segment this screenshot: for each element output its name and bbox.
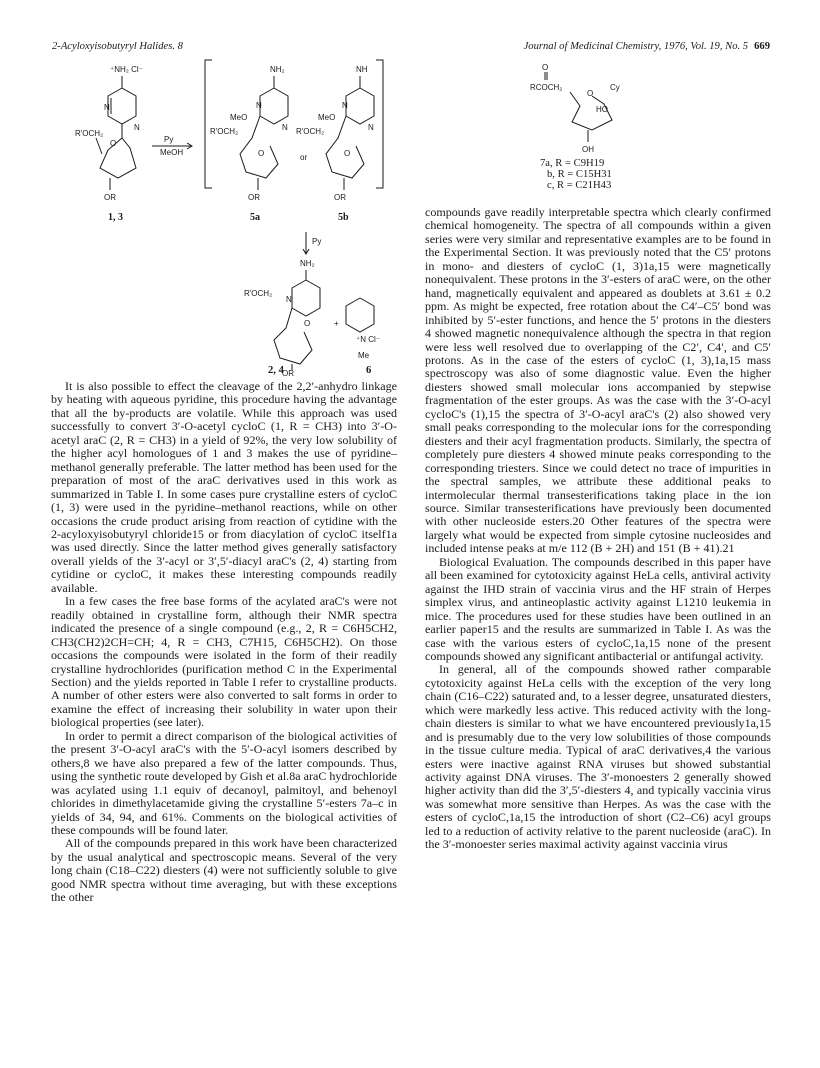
svg-text:NH₂: NH₂ bbox=[270, 65, 285, 74]
svg-text:OR: OR bbox=[334, 193, 346, 202]
compound-label-5a: 5a bbox=[250, 212, 260, 223]
right-paragraph-2: Biological Evaluation. The compounds described in this paper have all been examined for cytotoxicity against HeLa cells, antiviral activity against the IHD strain of vaccinia virus and the HF strain of Herpes simplex virus, and antineoplastic activity against L1210 leukemia in mice. The procedures used for these studies have been outlined in an earlier paper15 and the results are summarized in Table I. As was the case with the various esters of cycloC,1a,15 none of the present compounds showed any significant antibacterial or antifungal activity. bbox=[425, 554, 771, 663]
compound-5a-structure bbox=[210, 65, 288, 223]
caption-7a: 7a, R = C9H19 bbox=[540, 158, 605, 169]
svg-text:Py: Py bbox=[312, 237, 322, 246]
svg-text:Cy: Cy bbox=[610, 83, 620, 92]
svg-text:O: O bbox=[542, 63, 549, 72]
nh2-cl-label: ⁺NH₂ Cl⁻ bbox=[110, 65, 143, 74]
reaction-scheme bbox=[60, 58, 440, 378]
compound-6-structure bbox=[346, 298, 380, 360]
svg-text:O: O bbox=[344, 149, 351, 158]
left-paragraph-2: In a few cases the free base forms of the acylated araC's were not readily obtained in crystalline form, although their NMR spectra indicated the presence of a single compound (e.g., 2, R = C6H5CH2, CH3(CH2)2CH=CH; 4, R = CH3, C7H15, C6H5CH2). On those occasions the compounds were isolated in the form of their readily crystalline hydrochlorides (purification method C in the Experimental Section) and the yields reported in Table I refer to crystalline products. A number of other esters were also converted to salt forms in order to examine the effect of increasing their solubility in water upon their biological properties (see later). bbox=[51, 594, 397, 730]
or-label: or bbox=[300, 153, 308, 162]
svg-text:R'OCH₂: R'OCH₂ bbox=[75, 129, 104, 138]
svg-text:O: O bbox=[258, 149, 265, 158]
svg-text:O: O bbox=[304, 319, 311, 328]
svg-text:N: N bbox=[342, 101, 348, 110]
svg-text:N: N bbox=[134, 123, 140, 132]
right-paragraph-1: compounds gave readily interpretable spectra which clearly confirmed chemical homogeneity. The spectra of all compounds within a given series were very similar and representative examples are to be found in the Experimental Section. It was previously noted that the C5′ protons in mono- and diesters of cycloC (1, 3)1a,15 were magnetically nonequivalent. These protons in the 3′-esters of araC were, on the other hand, magnetically equivalent and appeared as doublets at 3.61 ± 0.2 ppm. As might be expected, free rotation about the C4′–C5′ bond was inhibited by 5′-ester functions, and hence the 5′ protons in the diesters 4 showed magnetic nonequivalence although the spectra in that region were less well resolved due to overlapping of the C2′, C4′, and C5′ protons. As in the case of the esters of cycloC (1, 3),1a,15 mass spectroscopy was also of some diagnostic value. Even the higher diesters showed small molecular ions accompanied by stepwise fragmentation of the ester groups. As was the case with the 3′-O-acyl cycloC's (1),15 the spectra of 3′-O-acyl araC's (2) also showed very small peaks corresponding to the molecular ions for the corresponding diesters and their acyl fragmentation products. Similarly, the spectra of completely pure diesters 4 showed minute peaks corresponding to the corresponding triesters. Since we could detect no trace of impurities in the spectral samples, we attribute these additional peaks to intermolecular thermal transesterifications taking place in the ion source. Similar transesterifications have previously been documented with other nucleoside esters.20 Other features of the spectra were largely what would be expected from simple cytosine nucleosides and included intense peaks at m/e 112 (B + 2H) and 151 (B + 41).21 bbox=[425, 205, 771, 556]
right-column bbox=[425, 206, 771, 852]
compound-7-captions bbox=[540, 158, 612, 191]
compound-label-6: 6 bbox=[366, 365, 372, 376]
compound-2-4-structure bbox=[244, 259, 320, 378]
journal-name: Journal of Medicinal Chemistry, 1976, Vol. 19, No. 5 bbox=[523, 41, 749, 52]
svg-text:NH: NH bbox=[356, 65, 368, 74]
svg-text:HO: HO bbox=[596, 105, 608, 114]
meoh-label: MeOH bbox=[160, 148, 184, 157]
running-head: 2-Acyloxyisobutyryl Halides. 8 bbox=[52, 41, 183, 52]
svg-text:Me: Me bbox=[358, 351, 370, 360]
svg-text:MeO: MeO bbox=[318, 113, 336, 122]
left-paragraph-3: In order to permit a direct comparison of the biological activities of the present 3′-O-acyl araC's with the 5′-O-acyl isomers described by others,8 we have also prepared a few of the latter compounds. Thus, using the synthetic route developed by Gish et al.8a araC hydrochloride was acylated using 1.1 equiv of decanoyl, palmitoyl, and behenoyl chlorides in dimethylacetamide giving the crystalline 5′-esters 7a–c in yields of 34, 94, and 61%. Comments on the biological activities of these compounds will be found later. bbox=[51, 728, 397, 837]
svg-text:+: + bbox=[334, 319, 339, 328]
page-number: 669 bbox=[754, 41, 770, 52]
svg-text:OR: OR bbox=[248, 193, 260, 202]
svg-text:N: N bbox=[104, 103, 110, 112]
svg-text:NH₂: NH₂ bbox=[300, 259, 315, 268]
svg-text:O: O bbox=[587, 89, 594, 98]
caption-7c: c, R = C21H43 bbox=[547, 180, 612, 191]
compound-5b-structure bbox=[296, 65, 374, 223]
compound-label-5b: 5b bbox=[338, 212, 349, 223]
right-paragraph-3: In general, all of the compounds showed rather comparable cytotoxicity against HeLa cells with the exception of the very long chain (C16–C22) saturated and, to a lesser degree, unsaturated diesters, which were markedly less active. This reduced activity with the long-chain diesters is similar to what we have encountered previously1a,15 and is presumably due to the very low solubilities of those compounds in the tissue culture media. Typical of araC derivatives,4 the various esters were inactive against RNA viruses but showed substantial activity against DNA viruses. The 3′-monoesters 2 generally showed higher activity than did the 3′,5′-diesters 4, and typically vaccinia virus was somewhat more sensitive than Herpes. As was the case with the esters of cycloC,1a,15 the introduction of short (C2–C6) acyl groups led to a reduction of activity relative to the parent nucleoside (araC). In the 3′-monoester series maximal activity against vaccinia virus bbox=[425, 662, 771, 852]
svg-text:OR: OR bbox=[104, 193, 116, 202]
left-paragraph-4: All of the compounds prepared in this work have been characterized by the usual analytical and spectroscopic means. Several of the very long chain (C18–C22) diesters (4) were not sufficiently soluble to give good NMR spectra without time averaging, but with these exceptions the other bbox=[51, 836, 397, 905]
py-label: Py bbox=[164, 135, 174, 144]
svg-text:MeO: MeO bbox=[230, 113, 248, 122]
svg-text:OH: OH bbox=[582, 145, 594, 154]
svg-text:N: N bbox=[368, 123, 374, 132]
svg-text:R'OCH₂: R'OCH₂ bbox=[244, 289, 273, 298]
compound-7-structure bbox=[530, 62, 660, 154]
journal-citation bbox=[524, 41, 770, 52]
svg-text:O: O bbox=[110, 139, 117, 148]
svg-text:RCOCH₂: RCOCH₂ bbox=[530, 83, 563, 92]
svg-text:N: N bbox=[282, 123, 288, 132]
svg-text:R'OCH₂: R'OCH₂ bbox=[296, 127, 325, 136]
svg-text:OR: OR bbox=[282, 369, 294, 378]
compound-1-3-structure bbox=[75, 65, 143, 223]
svg-text:N: N bbox=[256, 101, 262, 110]
left-column bbox=[51, 380, 397, 905]
caption-7b: b, R = C15H31 bbox=[547, 169, 612, 180]
svg-text:R'OCH₂: R'OCH₂ bbox=[210, 127, 239, 136]
compound-label-2-4: 2, 4 bbox=[268, 365, 284, 376]
svg-text:N: N bbox=[286, 295, 292, 304]
left-paragraph-1: It is also possible to effect the cleavage of the 2,2′-anhydro linkage by heating with aqueous pyridine, this procedure having the advantage that all the by-products are volatile. While this approach was used successfully to convert 3′-O-acetyl cycloC (1, R = CH3) into 3′-O-acetyl araC (2, R = CH3) in a yield of 92%, the very low solubility of the higher acyl homologues of 1 and 3 makes the use of pyridine–methanol generally preferable. The latter method has been used for the preparation of most of the araC derivatives used in this work as summarized in Table I. In some cases pure crystalline esters of cycloC (1, 3) were used in the pyridine–methanol reactions, while on other occasions the crude product arising from reaction of cytidine with the 2-acyloxyisobutyryl chloride15 or from diacylation of cycloC itself1a was used directly. Since the latter method gives generally satisfactory overall yields of the 3′-acyl or 3′,5′-diacyl araC's (2, 4) starting from cytidine or cycloC, it makes these interesting compounds readily available. bbox=[51, 379, 397, 595]
compound-label-1-3: 1, 3 bbox=[108, 212, 123, 223]
svg-text:⁺N Cl⁻: ⁺N Cl⁻ bbox=[356, 335, 380, 344]
